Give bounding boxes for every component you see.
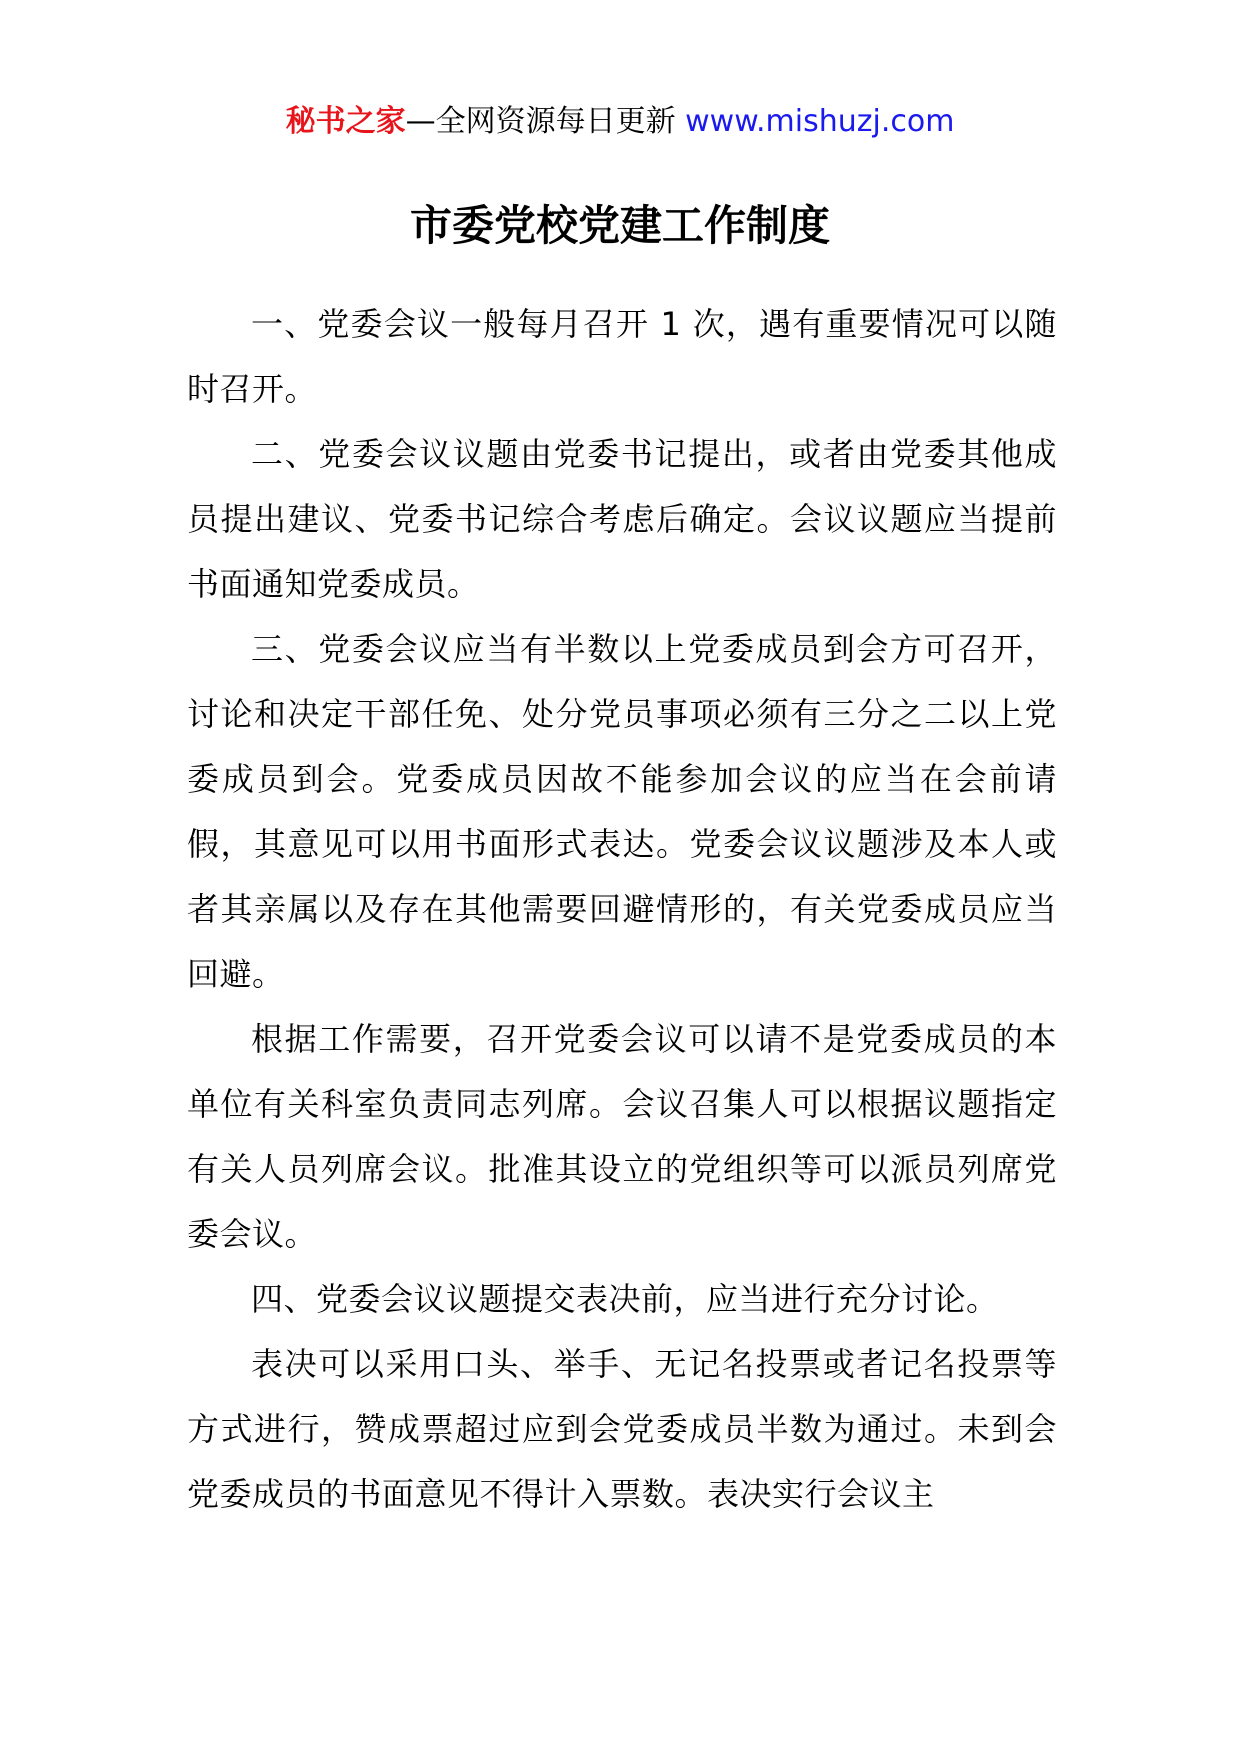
- paragraph-2: 二、党委会议议题由党委书记提出，或者由党委其他成员提出建议、党委书记综合考虑后确定。会议议题应当提前书面通知党委成员。: [187, 435, 1057, 603]
- paragraph-3: 三、党委会议应当有半数以上党委成员到会方可召开，讨论和决定干部任免、处分党员事项必须有三分之二以上党委成员到会。党委成员因故不能参加会议的应当在会前请假，其意见可以用书面形式表达。党委会议议题涉及本人或者其亲属以及存在其他需要回避情形的，有关党委成员应当回避。: [187, 630, 1057, 993]
- paragraph-1: 一、党委会议一般每月召开 1 次，遇有重要情况可以随时召开。: [187, 305, 1057, 408]
- site-url-link[interactable]: www.mishuzj.com: [685, 104, 955, 139]
- paragraph-5: 四、党委会议议题提交表决前，应当进行充分讨论。: [251, 1280, 999, 1318]
- paragraph-6: 表决可以采用口头、举手、无记名投票或者记名投票等方式进行，赞成票超过应到会党委成员半数为通过。未到会党委成员的书面意见不得计入票数。表决实行会议主: [187, 1345, 1057, 1513]
- header-banner: [0, 102, 1240, 142]
- document-body: [187, 292, 1057, 1527]
- document-title: 市委党校党建工作制度: [409, 201, 830, 250]
- header-tagline: —全网资源每日更新: [405, 104, 686, 139]
- paragraph-4: 根据工作需要，召开党委会议可以请不是党委成员的本单位有关科室负责同志列席。会议召集人可以根据议题指定有关人员列席会议。批准其设立的党组织等可以派员列席党委会议。: [187, 1020, 1057, 1253]
- brand-name: 秘书之家: [285, 104, 406, 139]
